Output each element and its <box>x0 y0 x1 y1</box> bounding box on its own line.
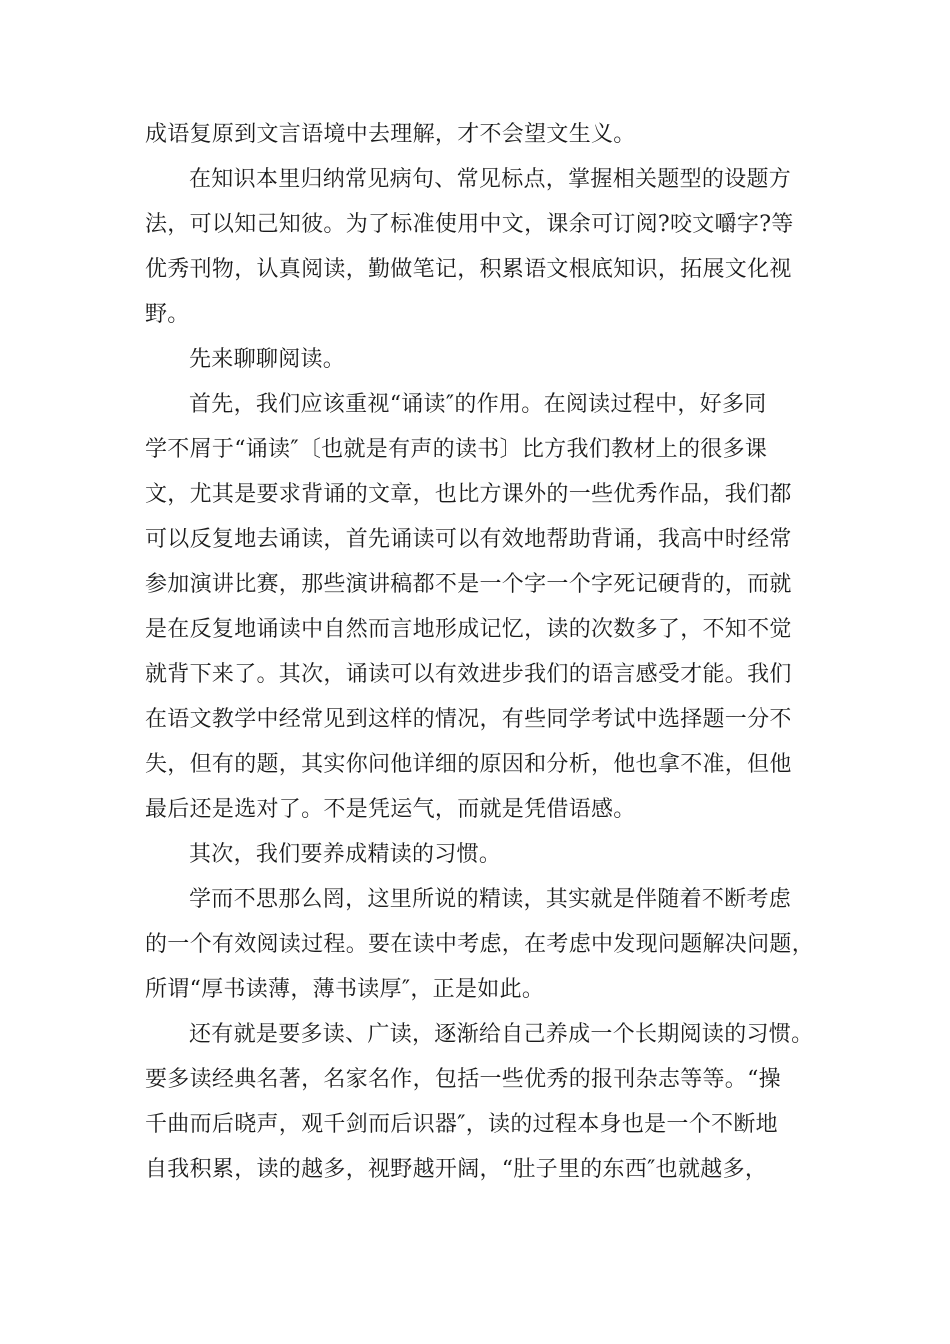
text-line: 自我积累，读的越多，视野越开阔，“肚子里的东西″也就越多， <box>145 1157 768 1182</box>
text-line: 学而不思那么罔，这里所说的精读，其实就是伴随着不断考虑 <box>189 887 792 912</box>
text-line: 其次，我们要养成精读的习惯。 <box>189 842 502 867</box>
text-line: 的一个有效阅读过程。要在读中考虑，在考虑中发现问题解决问题， <box>145 932 815 957</box>
text-line: 法，可以知己知彼。为了标准使用中文，课余可订阅?咬文嚼字?等 <box>145 212 794 237</box>
text-line: 还有就是要多读、广读，逐渐给自己养成一个长期阅读的习惯。 <box>189 1022 814 1047</box>
text-line: 可以反复地去诵读，首先诵读可以有效地帮助背诵，我高中时经常 <box>145 527 792 552</box>
text-line: 文，尤其是要求背诵的文章，也比方课外的一些优秀作品，我们都 <box>145 482 792 507</box>
text-line: 优秀刊物，认真阅读，勤做笔记，积累语文根底知识，拓展文化视 <box>145 257 792 282</box>
text-line: 成语复原到文言语境中去理解，才不会望文生义。 <box>145 122 636 147</box>
text-line: 野。 <box>145 302 190 327</box>
text-line: 失，但有的题，其实你问他详细的原因和分析，他也拿不准，但他 <box>145 752 792 777</box>
text-line: 学不屑于“诵读″〔也就是有声的读书〕比方我们教材上的很多课 <box>145 437 768 462</box>
text-line: 要多读经典名著，名家名作，包括一些优秀的报刊杂志等等。“操 <box>145 1067 781 1092</box>
text-line: 所谓“厚书读薄，薄书读厚″，正是如此。 <box>145 977 545 1002</box>
text-line: 是在反复地诵读中自然而言地形成记忆，读的次数多了，不知不觉 <box>145 617 792 642</box>
text-line: 先来聊聊阅读。 <box>189 347 346 372</box>
text-line: 最后还是选对了。不是凭运气，而就是凭借语感。 <box>145 797 636 822</box>
text-line: 首先，我们应该重视“诵读″的作用。在阅读过程中，好多同 <box>189 392 767 417</box>
text-line: 千曲而后晓声，观千剑而后识器″，读的过程本身也是一个不断地 <box>145 1112 778 1137</box>
text-line: 在语文教学中经常见到这样的情况，有些同学考试中选择题一分不 <box>145 707 792 732</box>
text-line: 参加演讲比赛，那些演讲稿都不是一个字一个字死记硬背的，而就 <box>145 572 792 597</box>
text-line: 在知识本里归纳常见病句、常见标点，掌握相关题型的设题方 <box>189 167 792 192</box>
body-text <box>145 112 815 1192</box>
text-line: 就背下来了。其次，诵读可以有效进步我们的语言感受才能。我们 <box>145 662 792 687</box>
